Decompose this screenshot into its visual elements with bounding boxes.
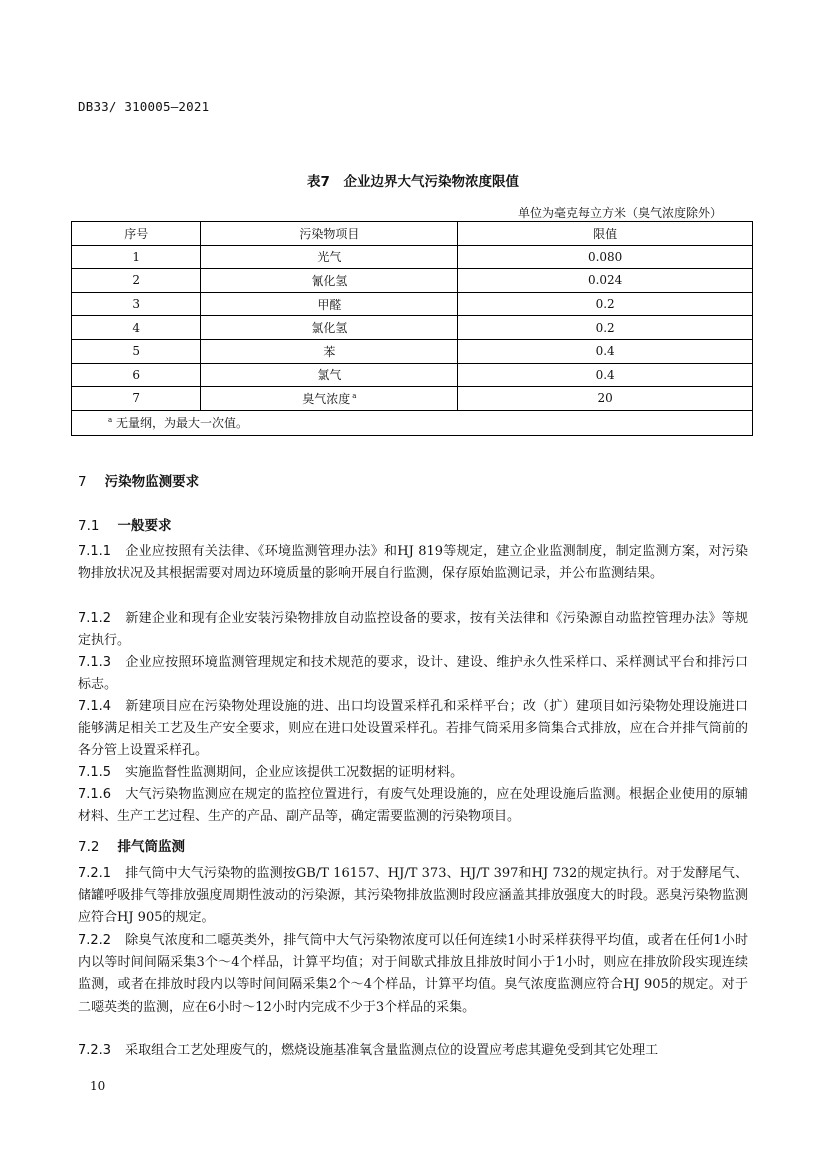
table-row xyxy=(72,316,753,340)
paragraph-7-1-5: 7.1.5 实施监督性监测期间，企业应该提供工况数据的证明材料。 xyxy=(78,765,464,780)
section-7-1-heading: 7.1 一般要求 xyxy=(78,518,172,534)
table-cell: 7 xyxy=(72,387,201,411)
table-header-row xyxy=(72,222,753,246)
table-cell: 0.2 xyxy=(458,292,753,316)
table-cell: 3 xyxy=(72,292,201,316)
table-row xyxy=(72,387,753,411)
column-header: 污染物项目 xyxy=(201,222,458,246)
page-number: 10 xyxy=(90,1079,106,1093)
table-cell xyxy=(201,387,458,411)
table-row xyxy=(72,339,753,363)
paragraph-7-2-1: 7.2.1 排气筒中大气污染物的监测按GB/T 16157、HJ/T 373、HJ/T 397和HJ 732的规定执行。对于发酵尾气、储罐呼吸排气等排放强度周期性波动的污染源，其污染物排放监测时段应涵盖其排放强度大的时段。恶臭污染物监测应符合HJ 905的规定。 xyxy=(78,866,748,926)
table-cell: 1 xyxy=(72,245,201,269)
table-cell: 2 xyxy=(72,269,201,293)
table-footnote-row xyxy=(72,410,753,435)
section-7-heading: 7 污染物监测要求 xyxy=(78,474,200,490)
limits-table xyxy=(71,221,753,436)
table-cell: 氯化氢 xyxy=(201,316,458,340)
table-cell: 0.4 xyxy=(458,339,753,363)
table-cell: 0.024 xyxy=(458,269,753,293)
table-cell: 0.2 xyxy=(458,316,753,340)
paragraph-7-1-2: 7.1.2 新建企业和现有企业安装污染物排放自动监控设备的要求，按有关法律和《污染源自动监控管理办法》等规定执行。 xyxy=(78,611,748,649)
section-7-2-heading: 7.2 排气筒监测 xyxy=(78,839,185,855)
paragraph-7-2-2: 7.2.2 除臭气浓度和二噁英类外，排气筒中大气污染物浓度可以任何连续1小时采样获得平均值，或者在任何1小时内以等时间间隔采集3个～4个样品，计算平均值；对于间歇式排放且排放时间小于1小时，则应在排放阶段实现连续监测，或者在排放时段内以等时间间隔采集2个～4个样品，计算平均值。臭气浓度监测应符合HJ 905的规定。对于二噁英类的监测，应在6小时～12小时内完成不少于3个样品的采集。 xyxy=(78,933,748,1015)
paragraph-7-1-3: 7.1.3 企业应按照环境监测管理规定和技术规范的要求，设计、建设、维护永久性采样口、采样测试平台和排污口标志。 xyxy=(78,655,748,693)
table-row xyxy=(72,363,753,387)
paragraph-7-2-3: 7.2.3 采取组合工艺处理废气的，燃烧设施基准氧含量监测点位的设置应考虑其避免受到其它处理工 xyxy=(78,1043,659,1058)
table-cell: 4 xyxy=(72,316,201,340)
table-cell: 苯 xyxy=(201,339,458,363)
paragraph-7-1-1: 7.1.1 企业应按照有关法律、《环境监测管理办法》和HJ 819等规定，建立企业监测制度，制定监测方案，对污染物排放状况及其根据需要对周边环境质量的影响开展自行监测，保存原始监测记录，并公布监测结果。 xyxy=(78,544,748,582)
table-cell: 5 xyxy=(72,339,201,363)
cell-text: 臭气浓度 xyxy=(302,391,351,406)
table-footnote xyxy=(72,410,753,435)
table-cell: 甲醛 xyxy=(201,292,458,316)
paragraph-7-1-6: 7.1.6 大气污染物监测应在规定的监控位置进行，有废气处理设施的，应在处理设施后监测。根据企业使用的原辅材料、生产工艺过程、生产的产品、副产品等，确定需要监测的污染物项目。 xyxy=(78,787,748,825)
table-cell: 20 xyxy=(458,387,753,411)
table-title: 表7 企业边界大气污染物浓度限值 xyxy=(307,174,519,190)
unit-note: 单位为毫克每立方米（臭气浓度除外） xyxy=(517,206,722,220)
column-header: 限值 xyxy=(458,222,753,246)
footnote-text: 无量纲，为最大一次值。 xyxy=(116,416,249,431)
footnote-marker: a xyxy=(352,391,357,400)
document-code: DB33/ 310005—2021 xyxy=(78,99,210,114)
footnote-marker: a xyxy=(108,416,113,425)
table-row xyxy=(72,269,753,293)
table-row xyxy=(72,245,753,269)
table-cell: 氯气 xyxy=(201,363,458,387)
table-cell: 6 xyxy=(72,363,201,387)
paragraph-7-1-4: 7.1.4 新建项目应在污染物处理设施的进、出口均设置采样孔和采样平台；改（扩）建项目如污染物处理设施进口能够满足相关工艺及生产安全要求，则应在进口处设置采样孔。若排气筒采用多筒集合式排放，应在合并排气筒前的各分管上设置采样孔。 xyxy=(78,699,748,759)
table-cell: 0.4 xyxy=(458,363,753,387)
table-cell: 0.080 xyxy=(458,245,753,269)
table-cell: 氰化氢 xyxy=(201,269,458,293)
table-cell: 光气 xyxy=(201,245,458,269)
column-header: 序号 xyxy=(72,222,201,246)
table-row xyxy=(72,292,753,316)
